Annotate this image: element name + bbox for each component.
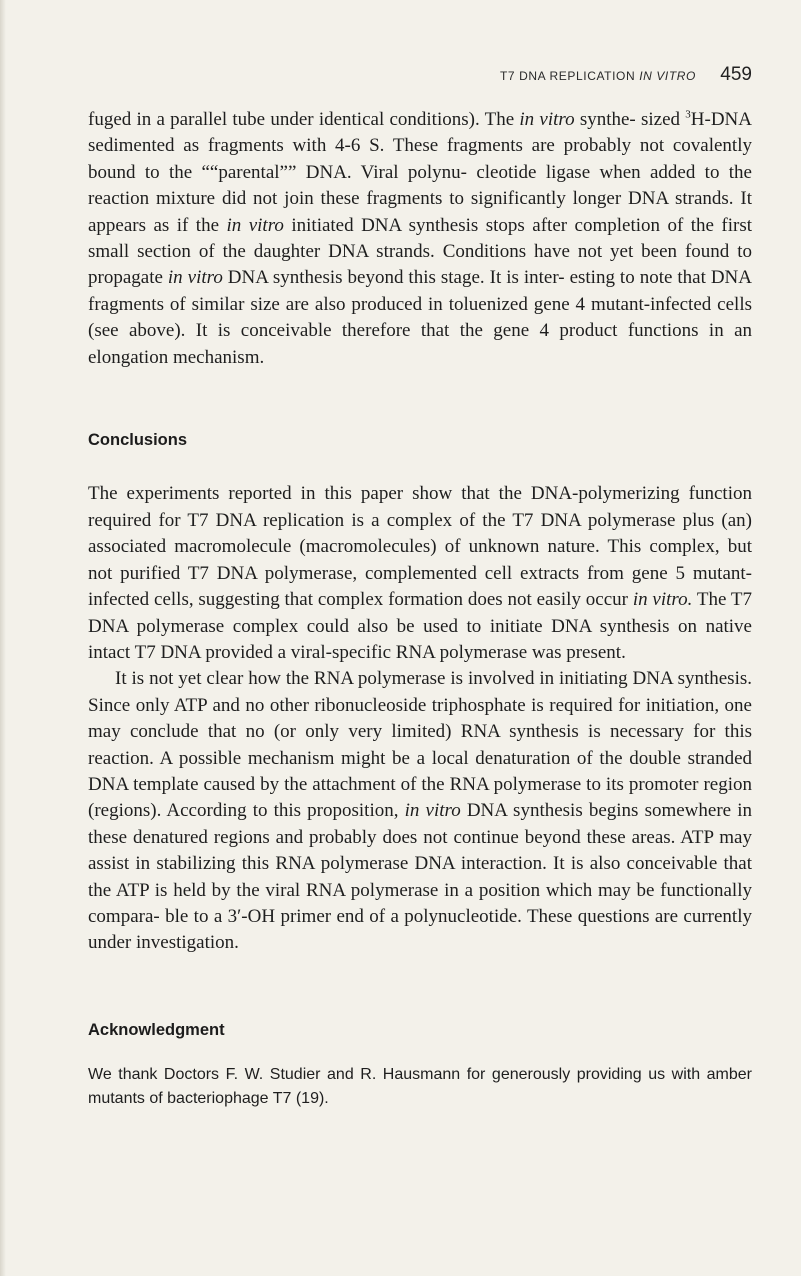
running-title [500, 69, 696, 83]
heading-acknowledgment: Acknowledgment [88, 1020, 225, 1039]
paragraph-continued: fuged in a parallel tube under identical conditions). The in vitro synthe- sized $^3$H-DNA sedimented as fragments with 4-6 S. These fragments are probably not covalently bound to the ““parental”” DNA. Viral polynu- cleotide ligase when added to the reaction mixture did not join these fragments to significantly longer DNA strands. It appears as if the in vitro initiated DNA synthesis stops after completion of the first small section of the daughter DNA strands. Conditions have not yet been found to propagate in vitro DNA synthesis beyond this stage. It is inter- esting to note that DNA fragments of similar size are also produced in toluenized gene 4 mutant-infected cells (see above). It is conceivable therefore that the gene 4 product functions in an elongation mechanism. [88, 108, 753, 368]
conclusions-paragraph-2: It is not yet clear how the RNA polymerase is involved in initiating DNA synthesis. Since only ATP and no other ribonucleoside triphosphate is required for initiation, one may conclude that no (or only very limited) RNA synthesis is necessary for this reaction. A possible mechanism might be a local denaturation of the double stranded DNA template caused by the attachment of the RNA polymerase to its promoter region (regions). According to this proposition, in vitro DNA synthesis begins somewhere in these denatured regions and probably does not continue beyond these areas. ATP may assist in stabilizing this RNA polymerase DNA interaction. It is also conceivable that the ATP is held by the viral RNA polymerase in a position which may be functionally compara- ble to a 3′-OH primer end of a polynucleotide. These questions are currently under investigation. [88, 668, 752, 954]
conclusions-paragraph-1: The experiments reported in this paper show that the DNA-polymerizing function required for T7 DNA replication is a complex of the T7 DNA polymerase plus (an) associated macromolecule (macromolecules) of unknown nature. This complex, but not purified T7 DNA polymerase, complemented cell extracts from gene 5 mutant-infected cells, suggesting that complex formation does not easily occur in vitro. The T7 DNA polymerase complex could also be used to initiate DNA synthesis on native intact T7 DNA provided a viral-specific RNA polymerase was present. [88, 483, 752, 663]
heading-conclusions: Conclusions [88, 431, 188, 450]
running-title-text: T7 DNA REPLICATION [499, 69, 640, 83]
running-title-italic: IN VITRO [639, 69, 696, 83]
page-number: 459 [720, 64, 752, 85]
page-edge-shadow [0, 0, 6, 1276]
acknowledgment-text: We thank Doctors F. W. Studier and R. Hausmann for generously providing us with amber mutants of bacteriophage T7 (19). [88, 1066, 752, 1108]
body-text [88, 107, 752, 1111]
running-head [88, 62, 752, 92]
